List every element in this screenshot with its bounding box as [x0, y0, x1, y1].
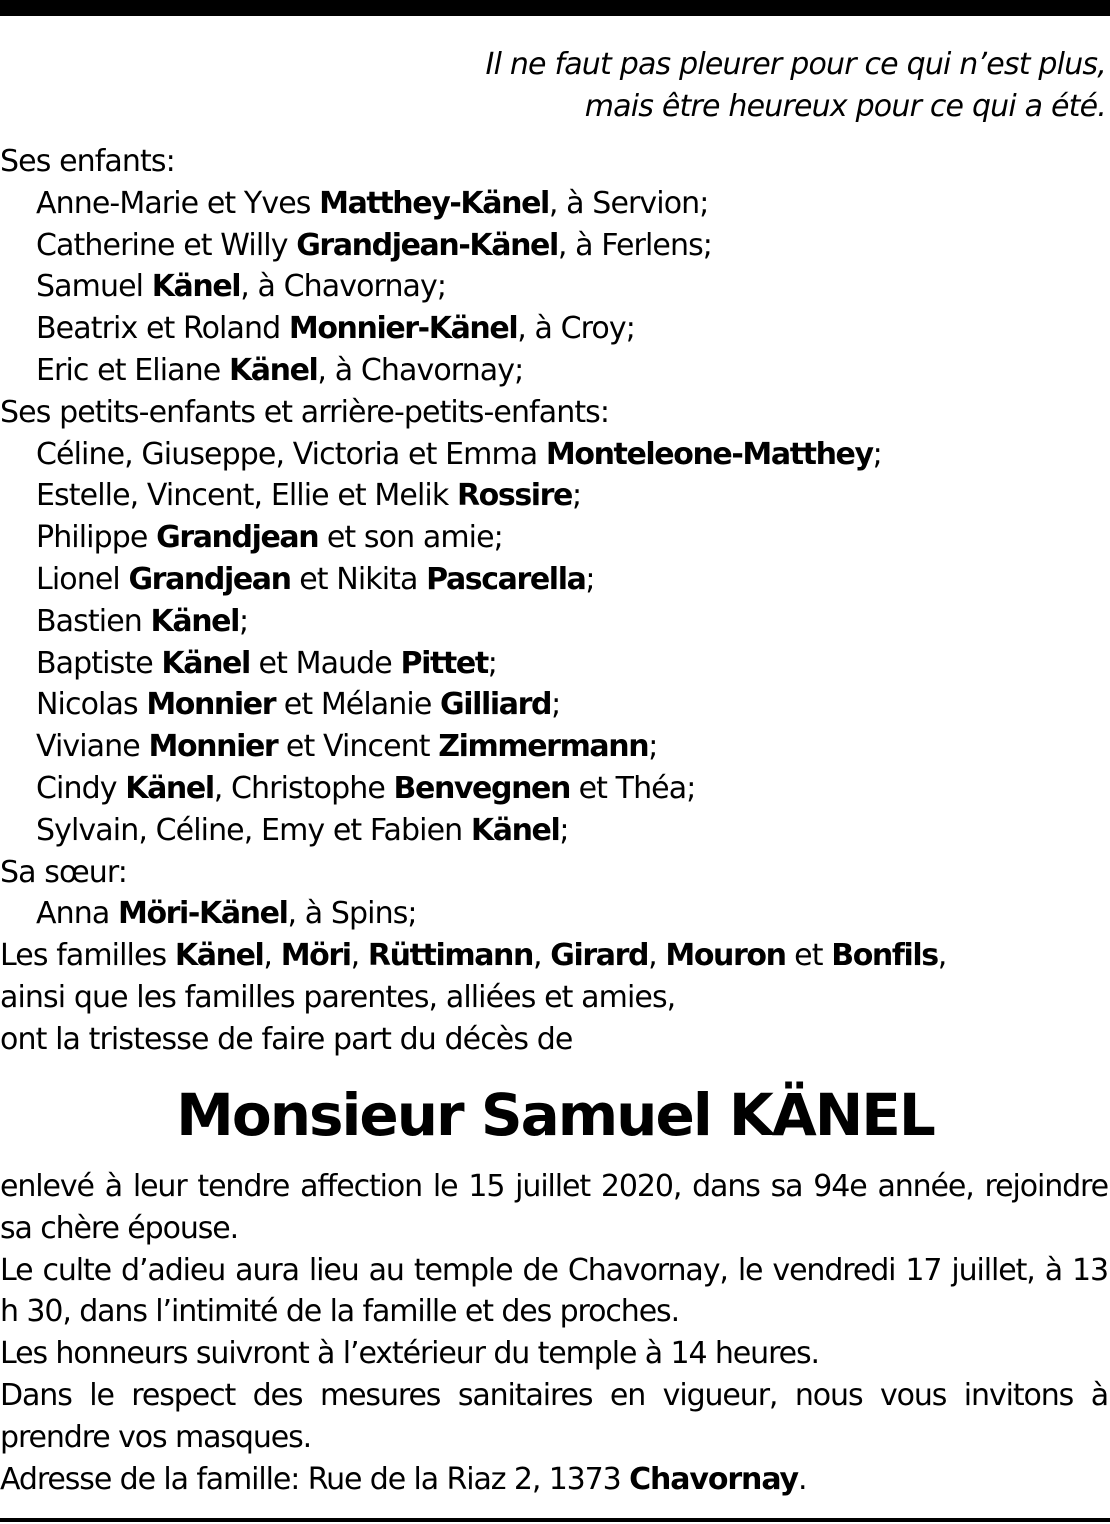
- grandchildren-heading: Ses petits-enfants et arrière-petits-enfants:: [0, 394, 610, 430]
- children-heading: Ses enfants:: [0, 144, 175, 179]
- list-item: Catherine et Willy Grandjean-Känel, à Ferlens;: [36, 227, 713, 263]
- list-item: Viviane Monnier et Vincent Zimmermann;: [36, 729, 658, 765]
- list-item: Lionel Grandjean et Nikita Pascarella;: [36, 561, 595, 597]
- bottom-rule: [0, 1518, 1110, 1522]
- announce-line: ont la tristesse de faire part du décès de: [0, 1021, 573, 1057]
- paragraph-address: Adresse de la famille: Rue de la Riaz 2, 1373 Chavornay.: [0, 1461, 807, 1497]
- list-item: Samuel Känel, à Chavornay;: [36, 269, 447, 305]
- paragraph-honours: Les honneurs suivront à l’extérieur du temple à 14 heures.: [0, 1336, 819, 1372]
- list-item: Eric et Eliane Känel, à Chavornay;: [36, 352, 524, 388]
- list-item: Anna Möri-Känel, à Spins;: [36, 896, 417, 932]
- relatives-line: ainsi que les familles parentes, alliées et amies,: [0, 979, 676, 1015]
- epigraph: [486, 44, 1106, 128]
- list-item: Estelle, Vincent, Ellie et Melik Rossire;: [36, 478, 582, 514]
- list-item: Bastien Känel;: [36, 603, 249, 639]
- list-item: Beatrix et Roland Monnier-Känel, à Croy;: [36, 311, 635, 347]
- deceased-name: Monsieur Samuel KÄNEL: [176, 1081, 934, 1149]
- list-item: Baptiste Känel et Maude Pittet;: [36, 645, 497, 681]
- list-item: Philippe Grandjean et son amie;: [36, 520, 503, 556]
- list-item: Anne-Marie et Yves Matthey-Känel, à Servion;: [36, 185, 709, 221]
- paragraph-ceremony: Le culte d’adieu aura lieu au temple de Chavornay, le vendredi 17 juillet, à 13 h 30, dans l’intimité de la famille et des proches.: [0, 1252, 1108, 1330]
- list-item: Cindy Känel, Christophe Benvegnen et Théa;: [36, 770, 696, 806]
- sister-heading: Sa sœur:: [0, 854, 128, 890]
- family-list: [0, 141, 1110, 1061]
- list-item: Céline, Giuseppe, Victoria et Emma Monteleone-Matthey;: [36, 436, 882, 472]
- notice-body: [0, 1166, 1108, 1500]
- epigraph-line-2: mais être heureux pour ce qui a été.: [584, 89, 1106, 124]
- list-item: Sylvain, Céline, Emy et Fabien Känel;: [36, 812, 569, 848]
- top-rule: [0, 0, 1110, 16]
- paragraph-sanitary: Dans le respect des mesures sanitaires en vigueur, nous vous invitons à prendre vos masques.: [0, 1377, 1108, 1455]
- list-item: Nicolas Monnier et Mélanie Gilliard;: [36, 687, 561, 723]
- families-line: Les familles Känel, Möri, Rüttimann, Girard, Mouron et Bonfils,: [0, 938, 947, 974]
- paragraph-death: enlevé à leur tendre affection le 15 juillet 2020, dans sa 94e année, rejoindre sa chère épouse.: [0, 1169, 1108, 1246]
- epigraph-line-1: Il ne faut pas pleurer pour ce qui n’est plus,: [485, 47, 1106, 82]
